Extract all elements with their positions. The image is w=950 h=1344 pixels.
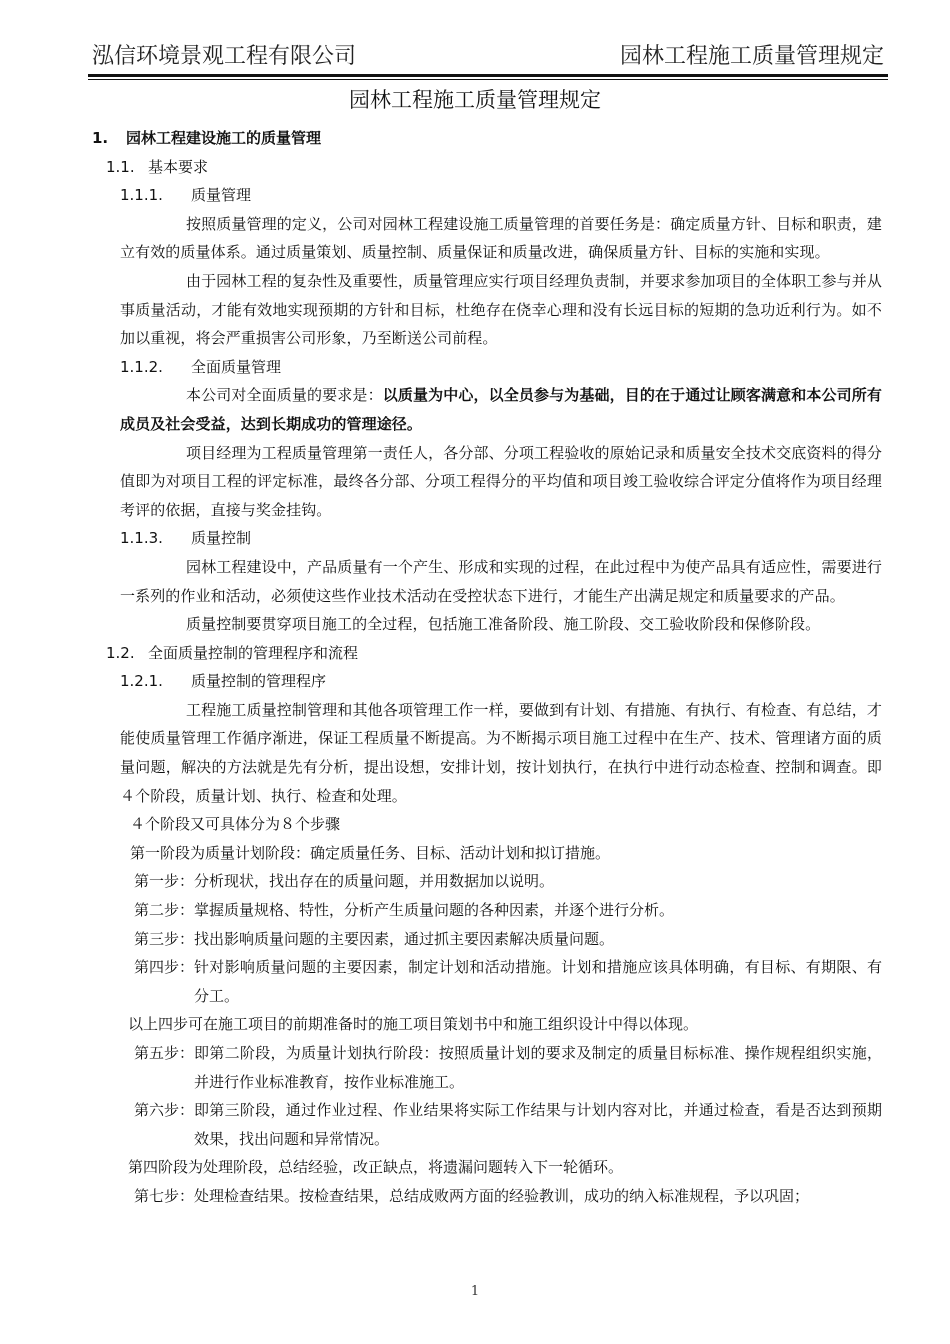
line-first-four-steps: 以上四步可在施工项目的前期准备时的施工项目策划书中和施工组织设计中得以体现。 (128, 1015, 699, 1034)
heading-text: 基本要求 (148, 157, 209, 176)
heading-1 (92, 124, 882, 153)
paragraph-emphasis: 以质量为中心，以全员参与为基础，目的在于通过让顾客满意和本公司所有成员及社会受益，达到长期成功的管理途径。 (120, 386, 882, 433)
header-company: 泓信环境景观工程有限公司 (92, 44, 357, 69)
paragraph-manager-responsibility: 由于园林工程的复杂性及重要性，质量管理应实行项目经理负责制，并要求参加项目的全体职工参与并从事质量活动，才能有效地实现预期的方针和目标，杜绝存在侥幸心理和没有长远目标的短期的急功近利行为。如不加以重视，将会严重损害公司形象，乃至断送公司前程。 (120, 271, 882, 348)
step-label: 第五步： (134, 1044, 195, 1062)
step-label: 第四步： (134, 958, 195, 977)
line-eight-steps: ４个阶段又可具体分为８个步骤 (130, 815, 341, 834)
step-label: 第三步： (134, 929, 195, 948)
step-text: 针对影响质量问题的主要因素，制定计划和活动措施。计划和措施应该具体明确，有目标、有期限、有分工。 (194, 958, 882, 1005)
header-rule-thin (88, 79, 888, 80)
heading-number: 1.1.2. (120, 357, 163, 376)
step-label: 第六步： (134, 1101, 195, 1120)
step-3 (92, 925, 882, 954)
heading-number: 1.2. (106, 643, 135, 662)
heading-number: 1.2.1. (120, 672, 163, 691)
step-1 (92, 867, 882, 896)
heading-number: 1.1. (106, 157, 135, 176)
document-title: 园林工程施工质量管理规定 (349, 88, 601, 112)
step-label: 第二步： (134, 901, 195, 920)
heading-text: 质量控制的管理程序 (191, 672, 327, 691)
heading-number: 1.1.3. (120, 529, 163, 548)
heading-text: 质量管理 (191, 186, 252, 205)
heading-1-1-3 (92, 524, 882, 553)
heading-text: 园林工程建设施工的质量管理 (126, 129, 322, 147)
paragraph-control-stages: 质量控制要贯穿项目施工的全过程，包括施工准备阶段、施工阶段、交工验收阶段和保修阶段。 (186, 615, 821, 634)
page-header (92, 34, 884, 70)
heading-text: 质量控制 (191, 529, 252, 548)
paragraph-quality-control: 园林工程建设中，产品质量有一个产生、形成和实现的过程，在此过程中为使产品具有适应性，需要进行一系列的作业和活动，必须使这些作业技术活动在受控状态下进行，才能生产出满足规定和质量要求的产品。 (120, 557, 882, 605)
step-2 (92, 896, 882, 925)
paragraph-lead: 本公司对全面质量的要求是： (186, 386, 383, 405)
step-label: 第一步： (134, 872, 195, 891)
document-body (92, 124, 882, 1211)
step-4 (92, 953, 882, 1010)
heading-text: 全面质量管理 (191, 357, 282, 376)
paragraph-manager-evaluation: 项目经理为工程质量管理第一责任人，各分部、分项工程验收的原始记录和质量安全技术交底资料的得分值即为对项目工程的评定标准，最终各分部、分项工程得分的平均值和项目竣工验收综合评定分值将作为项目经理考评的依据，直接与奖金挂钩。 (120, 443, 882, 519)
heading-1-1-1 (92, 181, 882, 210)
paragraph-total-quality-requirement (92, 381, 882, 438)
heading-1-1-2 (92, 353, 882, 382)
heading-1-2-1 (92, 667, 882, 696)
paragraph-quality-definition: 按照质量管理的定义，公司对园林工程建设施工质量管理的首要任务是：确定质量方针、目标和职责，建立有效的质量体系。通过质量策划、质量控制、质量保证和质量改进，确保质量方针、目标的实施和实现。 (120, 214, 882, 262)
paragraph-management-procedure: 工程施工质量控制管理和其他各项管理工作一样，要做到有计划、有措施、有执行、有检查、有总结，才能使质量管理工作循序渐进，保证工程质量不断提高。为不断揭示项目施工过程中在生产、技术、管理诸方面的质量问题，解决的方法就是先有分析，提出设想，安排计划，按计划执行，在执行中进行动态检查、控制和调查。即４个阶段，质量计划、执行、检查和处理。 (120, 700, 882, 805)
page-number: 1 (470, 1284, 480, 1299)
step-text: 即第三阶段，通过作业过程、作业结果将实际工作结果与计划内容对比，并通过检查，看是否达到预期效果，找出问题和异常情况。 (194, 1101, 882, 1148)
step-text: 处理检查结果。按检查结果，总结成败两方面的经验教训，成功的纳入标准规程，予以巩固； (194, 1186, 810, 1205)
header-rule-thick (88, 74, 888, 77)
step-7 (92, 1182, 882, 1211)
step-text: 分析现状，找出存在的质量问题，并用数据加以说明。 (194, 872, 555, 891)
step-6 (92, 1096, 882, 1153)
step-text: 即第二阶段，为质量计划执行阶段：按照质量计划的要求及制定的质量目标标准、操作规程组织实施，并进行作业标准教育，按作业标准施工。 (194, 1044, 882, 1091)
step-5 (92, 1039, 882, 1096)
step-label: 第七步： (134, 1186, 195, 1205)
step-text: 找出影响质量问题的主要因素，通过抓主要因素解决质量问题。 (194, 929, 615, 948)
heading-text: 全面质量控制的管理程序和流程 (148, 643, 359, 662)
heading-1-1 (92, 153, 882, 182)
heading-number: 1.1.1. (120, 186, 163, 205)
heading-1-2 (92, 639, 882, 668)
header-doc-title: 园林工程施工质量管理规定 (619, 44, 884, 69)
line-phase-one: 第一阶段为质量计划阶段：确定质量任务、目标、活动计划和拟订措施。 (130, 843, 611, 862)
step-text: 掌握质量规格、特性，分析产生质量问题的各种因素，并逐个进行分析。 (194, 901, 675, 920)
line-phase-four: 第四阶段为处理阶段，总结经验，改正缺点，将遗漏问题转入下一轮循环。 (128, 1158, 624, 1177)
heading-number: 1. (92, 129, 109, 147)
